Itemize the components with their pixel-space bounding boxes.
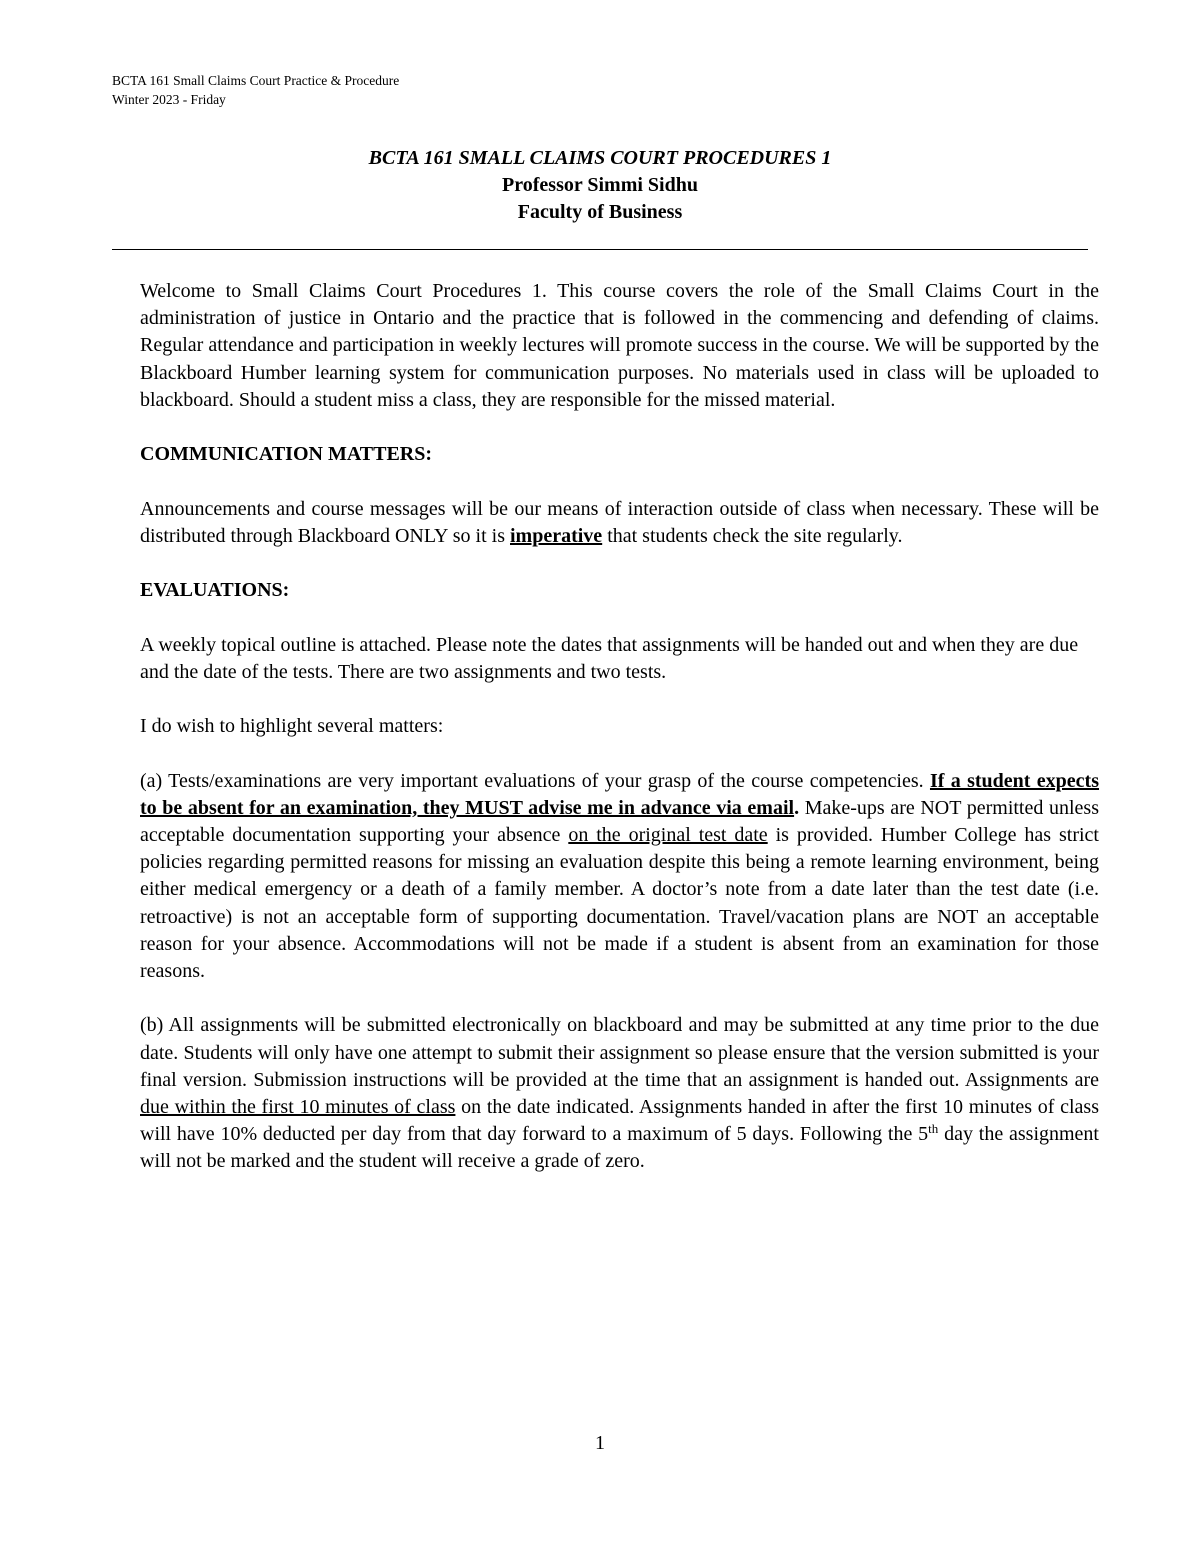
item-a-text1: Make-ups are NOT permitted unless acceptable documentation supporting your absence (140, 796, 1099, 846)
item-b-text1: (b) All assignments will be submitted electronically on blackboard and may be submitted at any time prior to the due date. Students will only have one attempt to submit their assignment so please ensure that the version submitted is your final version. Submission instructions will be provided at the time that an assignment is handed out. Assignments are (140, 1014, 1099, 1091)
course-title: BCTA 161 SMALL CLAIMS COURT PROCEDURES 1 (368, 147, 832, 169)
communication-text-before: Announcements and course messages will be our means of interaction outside of class when necessary. These will be distributed through Blackboard ONLY so it is (140, 497, 1099, 547)
outline-paragraph: A weekly topical outline is attached. Please note the dates that assignments will be handed out and when they are due and the date of the tests. There are two assignments and two tests. (140, 633, 1079, 683)
title-block (0, 145, 1200, 226)
header-term-line: Winter 2023 - Friday (112, 92, 226, 107)
page-number: 1 (595, 1432, 605, 1454)
item-b-superscript: th (928, 1121, 939, 1137)
item-a-underlined: on the original test date (568, 823, 768, 846)
title-divider (112, 249, 1088, 250)
professor-name: Professor Simmi Sidhu (502, 174, 698, 196)
document-body (140, 278, 1099, 1203)
evaluations-heading: EVALUATIONS: (140, 579, 290, 602)
intro-paragraph: Welcome to Small Claims Court Procedures 1. This course covers the role of the Small Claims Court in the administration of justice in Ontario and the practice that is followed in the commencing and defending of claims. Regular attendance and participation in weekly lectures will promote success in the course. We will be supported by the Blackboard Humber learning system for communication purposes. No materials used in class will be uploaded to blackboard. Should a student miss a class, they are responsible for the missed material. (140, 280, 1099, 411)
communication-text-after: that students check the site regularly. (602, 524, 903, 547)
communication-emphasis: imperative (510, 524, 603, 547)
item-a-text2: is provided. Humber College has strict policies regarding permitted reasons for missing an evaluation despite this being a remote learning environment, being either medical emergency or a death of a family member. A doctor’s note from a date later than the test date (i.e. retroactive) is not an acceptable form of supporting documentation. Travel/vacation plans are NOT an acceptable reason for your absence. Accommodations will not be made if a student is absent from an examination for those reasons. (140, 823, 1099, 982)
item-b-underlined: due within the first 10 minutes of class (140, 1095, 456, 1118)
faculty-name: Faculty of Business (517, 201, 683, 223)
item-b-text2: on the date indicated. Assignments handed in after the first 10 minutes of class will have 10% deducted per day from that day forward to a maximum of 5 days. Following the 5 (140, 1095, 1099, 1146)
communication-heading: COMMUNICATION MATTERS: (140, 443, 433, 466)
highlight-paragraph: I do wish to highlight several matters: (140, 715, 444, 738)
item-a-bold-period: . (794, 796, 800, 819)
communication-paragraph (140, 496, 1099, 550)
item-b-text3: day the assignment will not be marked and the student will receive a grade of zero. (140, 1123, 1099, 1173)
running-header (112, 71, 399, 109)
item-a-bold-notice: If a student expects to be absent for an examination, they MUST advise me in advance via email (140, 769, 1100, 819)
header-course-line: BCTA 161 Small Claims Court Practice & Procedure (112, 73, 400, 88)
item-a-paragraph (140, 768, 1099, 986)
item-a-lead: (a) Tests/examinations are very important evaluations of your grasp of the course competencies. (140, 769, 930, 792)
item-b-paragraph (140, 1012, 1099, 1175)
